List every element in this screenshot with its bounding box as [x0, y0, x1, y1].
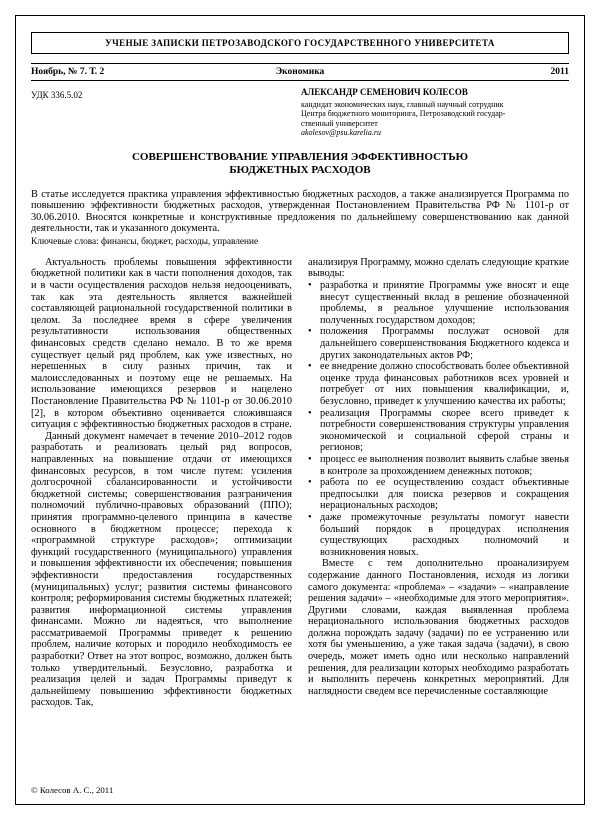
journal-masthead-text: УЧЕНЫЕ ЗАПИСКИ ПЕТРОЗАВОДСКОГО ГОСУДАРСТВЕННОГО УНИВЕРСИТЕТА [105, 38, 495, 48]
list-item-text: реализация Программы скорее всего приведет к потребности совершенствования структуры управления экономической и социальной сферой страны и регионов; [320, 407, 569, 454]
list-item [308, 454, 569, 477]
journal-page [15, 15, 585, 805]
author-name: АЛЕКСАНДР СЕМЕНОВИЧ КОЛЕСОВ [301, 87, 468, 97]
list-item-text: разработка и принятие Программы уже вносят и еще внесут существенный вклад в решение обозначенной проблемы, в реальное улучшение использования полученных государством доходов; [320, 280, 569, 326]
author-affiliation-line: кандидат экономических наук, главный научный сотрудник [301, 99, 504, 109]
list-item-text: ее внедрение должно способствовать более объективной оценке труда финансовых работников всех уровней и потребует от них повышения квалификации, и, безусловно, приведет к улучшению качества их работы; [320, 361, 569, 407]
list-item [308, 280, 569, 326]
list-item [308, 477, 569, 512]
list-item [308, 361, 569, 407]
article-title [31, 151, 569, 178]
list-item-text: процесс ее выполнения позволит выявить слабые звенья в контроле за прохождением денежных потоков; [320, 453, 569, 477]
udc-code: УДК 336.5.02 [31, 90, 83, 100]
copyright-notice: © Колесов А. С., 2011 [31, 785, 114, 795]
bullet-icon: • [308, 326, 312, 338]
right-column [308, 257, 569, 709]
bullet-icon: • [308, 477, 312, 489]
journal-masthead-box [31, 32, 569, 54]
author-email: akolesov@psu.karelia.ru [301, 128, 381, 137]
author-affiliation-line: ственный университет [301, 118, 378, 128]
paragraph: Актуальность проблемы повышения эффективности бюджетной политики как в части пополнения доходов, так и в части осуществления расходов нельзя недооценивать, так как эта деятельность является важнейшей составляющей рациональной государственной политики в целом. За последнее время в сфере увеличения результативности использования общественных финансовых средств сделано немало. В то же время существует целый ряд проблем, как уже известных, но нерешенных в силу разных причин, так и малоисследованных и поэтому еще не решаемых. На использование имеющихся резервов и нацелено Постановление Правительства РФ № 1101-р от 30.06.2010 [2], в котором объективно оценивается сложившаяся ситуация с эффективностью бюджетных расходов в стране. [31, 256, 292, 431]
article-title-line1: СОВЕРШЕНСТВОВАНИЕ УПРАВЛЕНИЯ ЭФФЕКТИВНОСТЬЮ [131, 150, 469, 163]
list-item-text: положения Программы послужат основой для дальнейшего совершенствования Бюджетного кодекса и других законодательных актов РФ; [320, 326, 569, 361]
list-item [308, 408, 569, 454]
article-abstract: В статье исследуется практика управления эффективностью бюджетных расходов, а также анализируется Программа по повышению эффективности бюджетных расходов, утвержденная Постановлением Правительства РФ № 1101-р от 30.06.2010. Вносятся конкретные и конструктивные предложения по дальнейшему совершенствованию как данной деятельности, так и указанного документа. [31, 188, 569, 235]
list-item [308, 512, 569, 558]
body-columns [31, 257, 569, 709]
bullet-icon: • [308, 361, 312, 373]
paragraph: Вместе с тем дополнительно проанализируем содержание данного Постановления, исходя из логики самого документа: «проблема» – «задачи» – «направление решения задачи» – «необходимые для этого мероприятия». Другими словами, каждая выявленная проблема нерационального использования бюджетных расходов должна порождать задачу (задачи) по ее устранению или хотя бы уменьшению, а уже такая задача (задачи), в свою очередь, может иметь одно или несколько направлений решения, для реализации которых необходимо разработать и выполнить перечень конкретных мероприятий. Для наглядности сведем все перечисленные составляющие [308, 558, 569, 697]
author-affiliation-line: Центра бюджетного мониторинга, Петрозаводский государ- [301, 109, 506, 118]
section-label: Экономика [275, 67, 325, 77]
article-keywords: Ключевые слова: финансы, бюджет, расходы, управление [31, 236, 259, 247]
author-block [301, 88, 569, 138]
issue-row [31, 63, 569, 81]
list-item-text: работа по ее осуществлению создаст объективные предпосылки для поиска резервов и сокращения нерациональных расходов; [320, 477, 569, 512]
left-column [31, 257, 292, 709]
article-title-line2: БЮДЖЕТНЫХ РАСХОДОВ [229, 164, 371, 176]
paragraph: анализируя Программу, можно сделать следующие краткие выводы: [308, 256, 569, 280]
issue-label: Ноябрь, № 7. Т. 2 [31, 67, 105, 77]
year-label: 2011 [550, 67, 569, 77]
list-item [308, 326, 569, 361]
bullet-icon: • [308, 407, 312, 419]
bullet-icon: • [308, 280, 312, 292]
bullet-icon: • [308, 511, 312, 523]
meta-row [31, 88, 569, 138]
bullet-icon: • [308, 453, 312, 465]
paragraph: Данный документ намечает в течение 2010–2012 годов разработать и реализовать целый ряд вопросов, направленных на повышение отдачи от имеющихся финансовых ресурсов, в том числе путем: усиления долгосрочной сбалансированности и устойчивости бюджетной системы; совершенствования разграничения полномочий публично-правовых образований (ППО); принятия программно-целевого принципа в качестве основного в бюджетном процессе; перехода к «программной структуре расходов»; оптимизации функций государственного (муниципального) управления и повышения эффективности их обеспечения; повышения эффективности предоставления государственных (муниципальных) услуг; развития системы финансового контроля; реформирования системы бюджетных платежей; развития информационной системы управления финансами. Можно ли надеяться, что выполнение рассматриваемой Программы приведет к решению проблем, наличие которых и породило необходимость ее разработки? Ответ на этот вопрос, возможно, должен быть только утвердительный. Безусловно, разработка и реализация целей и задач Программы приведут к дальнейшему повышению эффективности бюджетных расходов. Так, [31, 430, 292, 709]
list-item-text: даже промежуточные результаты помогут навести больший порядок в процедурах исполнения существующих расходных полномочий и возникновения новых. [320, 511, 569, 558]
